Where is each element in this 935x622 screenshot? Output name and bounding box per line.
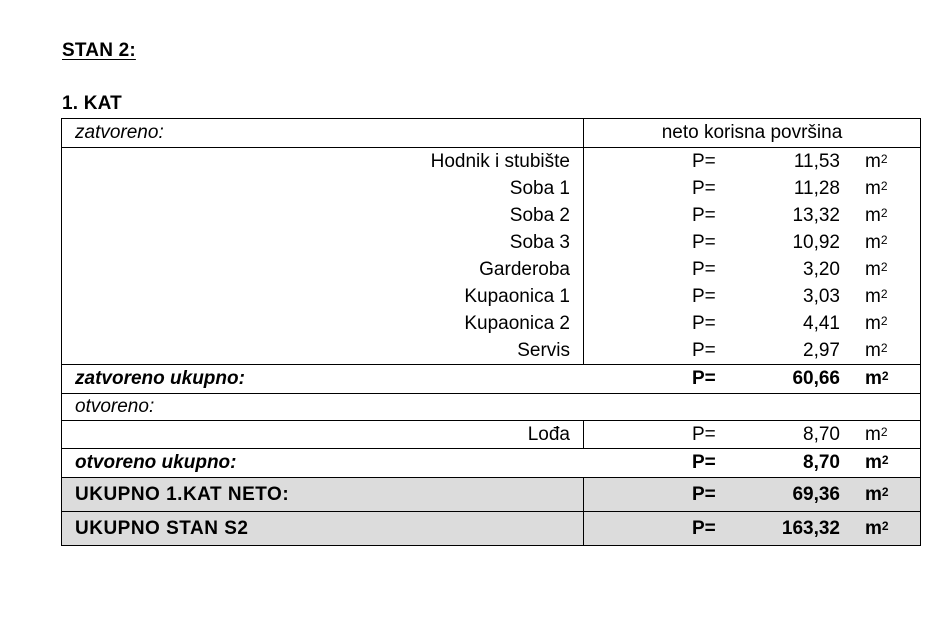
floor-total-label: UKUPNO 1.KAT NETO: [75,483,290,505]
unit [865,478,889,511]
unit-sup: 2 [880,205,888,220]
unit-base: m [865,312,881,334]
p-label: P= [692,258,716,280]
apartment-total-row [62,511,920,545]
room-name: Kupaonica 1 [464,285,570,307]
unit [865,421,888,448]
closed-rooms-block [62,147,920,364]
unit-base: m [865,150,881,172]
unit-base: m [865,339,881,361]
p-label: P= [692,177,716,199]
column-divider [583,512,584,545]
room-name: Lođa [527,423,570,445]
floor-total-row [62,477,920,511]
room-area: 8,70 [803,423,840,445]
room-row [62,310,920,337]
room-name: Soba 1 [509,177,570,199]
unit [865,229,888,256]
unit [865,337,888,364]
floor-total-value: 69,36 [792,483,840,505]
open-label: otvoreno: [75,396,155,417]
unit [865,365,889,393]
p-label: P= [692,231,716,253]
p-label: P= [692,204,716,226]
p-label: P= [692,312,716,334]
apartment-total-label: UKUPNO STAN S2 [75,517,249,539]
room-name: Kupaonica 2 [464,312,570,334]
open-header-row [62,393,920,420]
open-total-row [62,448,920,477]
unit-base: m [865,258,881,280]
room-area: 11,28 [793,177,840,199]
unit-sup: 2 [881,518,889,533]
p-label: P= [692,285,716,307]
room-name: Garderoba [479,258,570,280]
room-area: 3,03 [803,285,840,307]
open-total-value: 8,70 [803,452,840,473]
room-area: 3,20 [803,258,840,280]
unit-base: m [865,452,882,473]
open-total-label: otvoreno ukupno: [75,452,237,473]
room-area: 13,32 [792,204,840,226]
unit-sup: 2 [880,286,888,301]
room-area: 4,41 [803,312,840,334]
unit [865,449,889,477]
closed-total-label: zatvoreno ukupno: [75,368,245,389]
p-label: P= [692,368,716,389]
unit-sup: 2 [881,453,889,467]
unit-sup: 2 [880,178,888,193]
room-area: 11,53 [793,150,840,172]
room-row [62,148,920,175]
room-name: Soba 2 [509,204,570,226]
room-row [62,175,920,202]
unit [865,256,888,283]
unit-sup: 2 [881,369,889,383]
area-table [61,118,921,546]
unit [865,175,888,202]
unit-base: m [865,177,881,199]
unit [865,148,888,175]
unit [865,512,889,545]
room-name: Hodnik i stubište [430,150,570,172]
p-label: P= [692,452,716,473]
unit-base: m [865,368,882,389]
unit-base: m [865,204,881,226]
apartment-total-value: 163,32 [781,517,840,539]
room-name: Soba 3 [509,231,570,253]
apartment-heading: STAN 2: [62,40,136,61]
closed-header-row [62,119,920,147]
unit-base: m [865,231,881,253]
room-area: 10,92 [792,231,840,253]
unit-sup: 2 [881,484,889,499]
closed-label: zatvoreno: [75,122,164,143]
room-row [62,283,920,310]
unit-sup: 2 [880,313,888,328]
unit [865,202,888,229]
column-header: neto korisna površina [661,122,843,143]
closed-total-row [62,364,920,393]
unit [865,283,888,310]
p-label: P= [692,339,716,361]
p-label: P= [692,517,716,539]
column-divider [583,478,584,511]
room-row [62,256,920,283]
p-label: P= [692,483,716,505]
open-rooms-block [62,420,920,448]
unit-base: m [865,517,882,539]
unit-sup: 2 [880,232,888,247]
unit [865,310,888,337]
p-label: P= [692,150,716,172]
closed-total-value: 60,66 [792,368,840,389]
floor-heading: 1. KAT [62,93,122,114]
unit-sup: 2 [880,340,888,355]
unit-base: m [865,483,882,505]
unit-base: m [865,285,881,307]
room-row [62,421,920,448]
room-name: Servis [517,339,570,361]
unit-sup: 2 [880,151,888,166]
room-area: 2,97 [803,339,840,361]
unit-sup: 2 [880,424,888,439]
unit-sup: 2 [880,259,888,274]
unit-base: m [865,423,881,445]
p-label: P= [692,423,716,445]
room-row [62,229,920,256]
room-row [62,337,920,364]
room-row [62,202,920,229]
